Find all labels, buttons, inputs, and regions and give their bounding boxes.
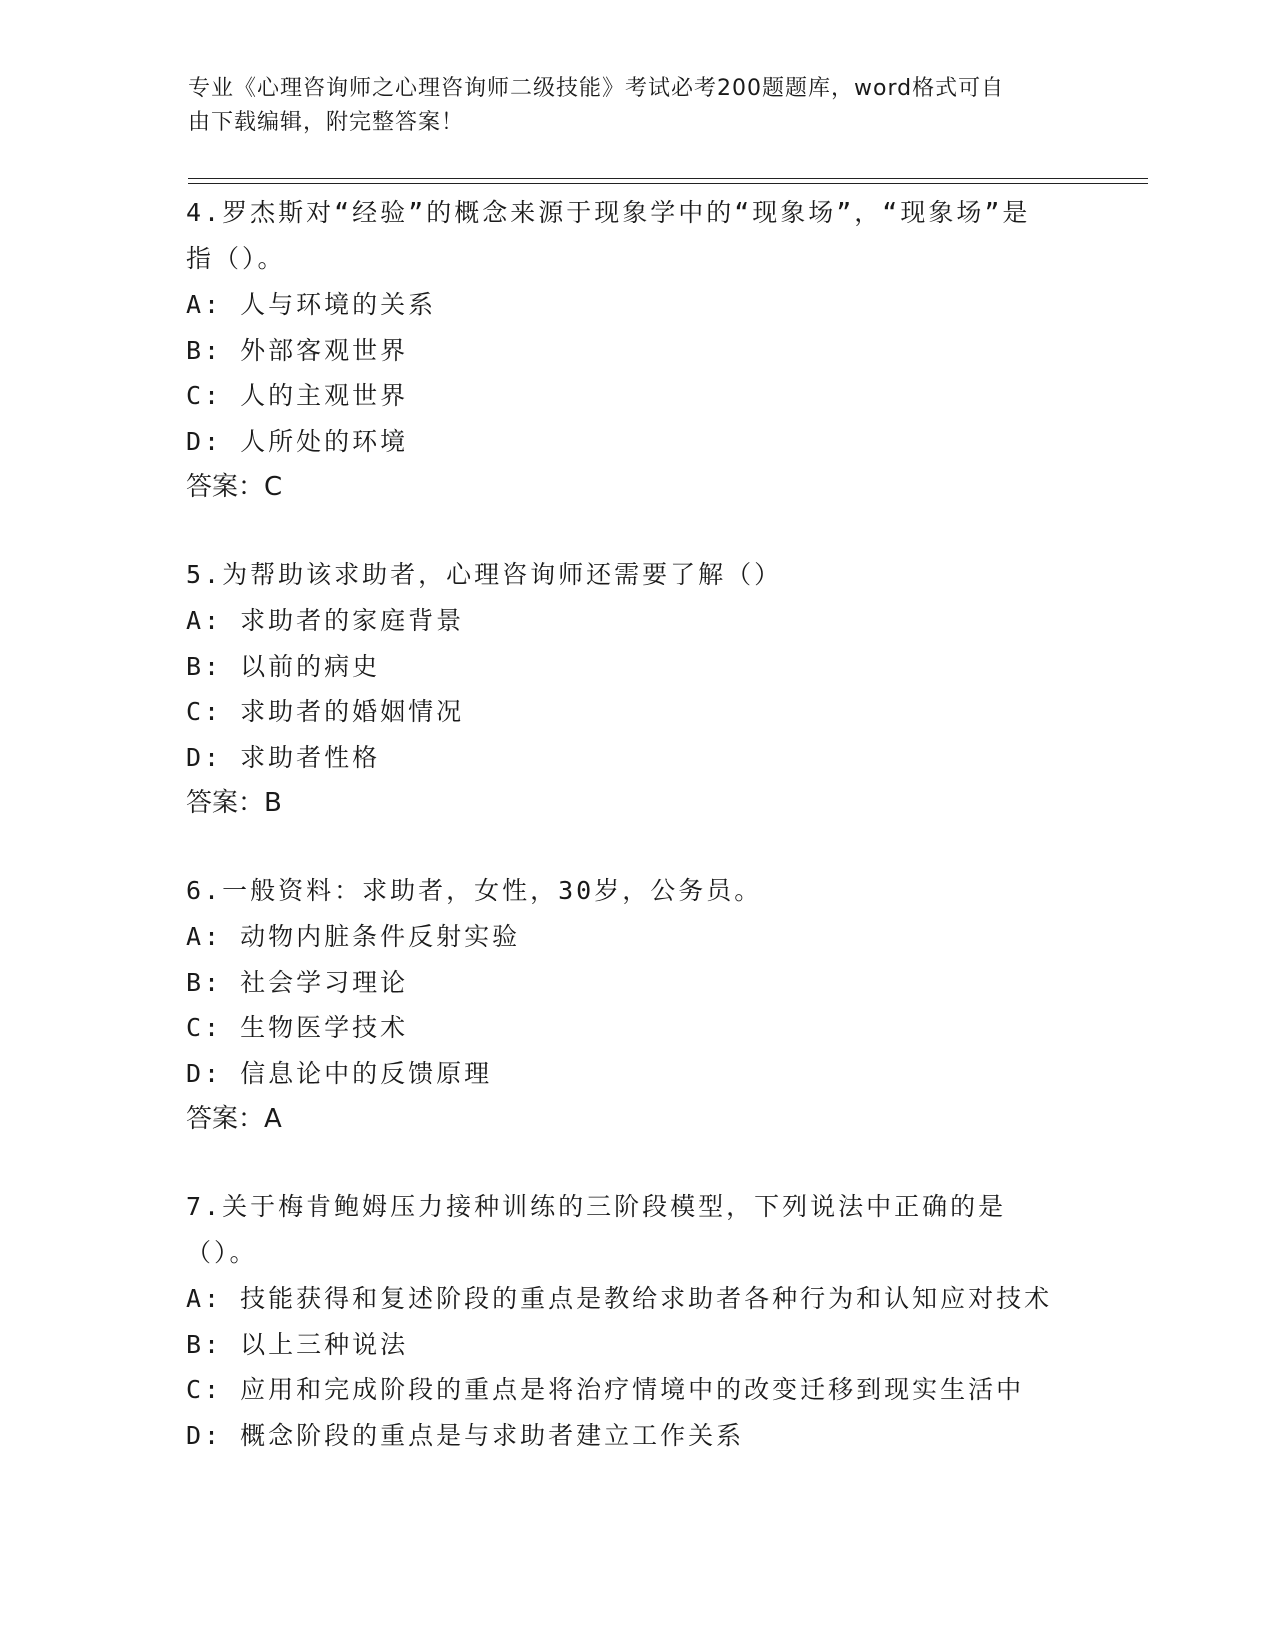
- option-a: A: 动物内脏条件反射实验: [186, 922, 521, 951]
- option-d: D: 概念阶段的重点是与求助者建立工作关系: [186, 1420, 745, 1450]
- question-7: [186, 1184, 1086, 1458]
- option-a: A: 技能获得和复述阶段的重点是教给求助者各种行为和认知应对技术: [186, 1284, 1053, 1313]
- option-d: D: 人所处的环境: [186, 426, 409, 456]
- header-divider-bottom: [188, 183, 1148, 184]
- option-b: B: 以前的病史: [186, 651, 381, 681]
- option-b: B: 以上三种说法: [186, 1329, 409, 1359]
- document-header: [188, 72, 1068, 140]
- option-c: C: 生物医学技术: [186, 1013, 409, 1042]
- question-4: [186, 190, 1086, 510]
- option-c: C: 应用和完成阶段的重点是将治疗情境中的改变迁移到现实生活中: [186, 1375, 1025, 1404]
- question-5: [186, 552, 1086, 826]
- option-d: D: 信息论中的反馈原理: [186, 1058, 493, 1088]
- option-c: C: 人的主观世界: [186, 381, 409, 410]
- answer-label: 答案：A: [186, 1104, 282, 1134]
- question-list: [186, 190, 1086, 1500]
- option-b: B: 社会学习理论: [186, 967, 409, 997]
- question-stem: 6.一般资料：求助者，女性，30岁，公务员。: [186, 876, 763, 905]
- answer-label: 答案：B: [186, 788, 282, 818]
- header-line-1: 专业《心理咨询师之心理咨询师二级技能》考试必考200题题库，word格式可自: [188, 76, 1005, 101]
- question-stem: 4.罗杰斯对“经验”的概念来源于现象学中的“现象场”，“现象场”是指（）。: [186, 198, 1031, 273]
- question-stem: 5.为帮助该求助者，心理咨询师还需要了解（）: [186, 560, 783, 589]
- option-c: C: 求助者的婚姻情况: [186, 697, 465, 726]
- option-a: A: 求助者的家庭背景: [186, 606, 465, 635]
- option-b: B: 外部客观世界: [186, 335, 409, 365]
- option-a: A: 人与环境的关系: [186, 290, 437, 319]
- question-6: [186, 868, 1086, 1142]
- answer-label: 答案：C: [186, 472, 283, 502]
- option-d: D: 求助者性格: [186, 742, 381, 772]
- header-divider-top: [188, 178, 1148, 179]
- question-stem: 7.关于梅肯鲍姆压力接种训练的三阶段模型，下列说法中正确的是（）。: [186, 1192, 1007, 1267]
- header-line-2: 由下载编辑，附完整答案！: [188, 110, 465, 135]
